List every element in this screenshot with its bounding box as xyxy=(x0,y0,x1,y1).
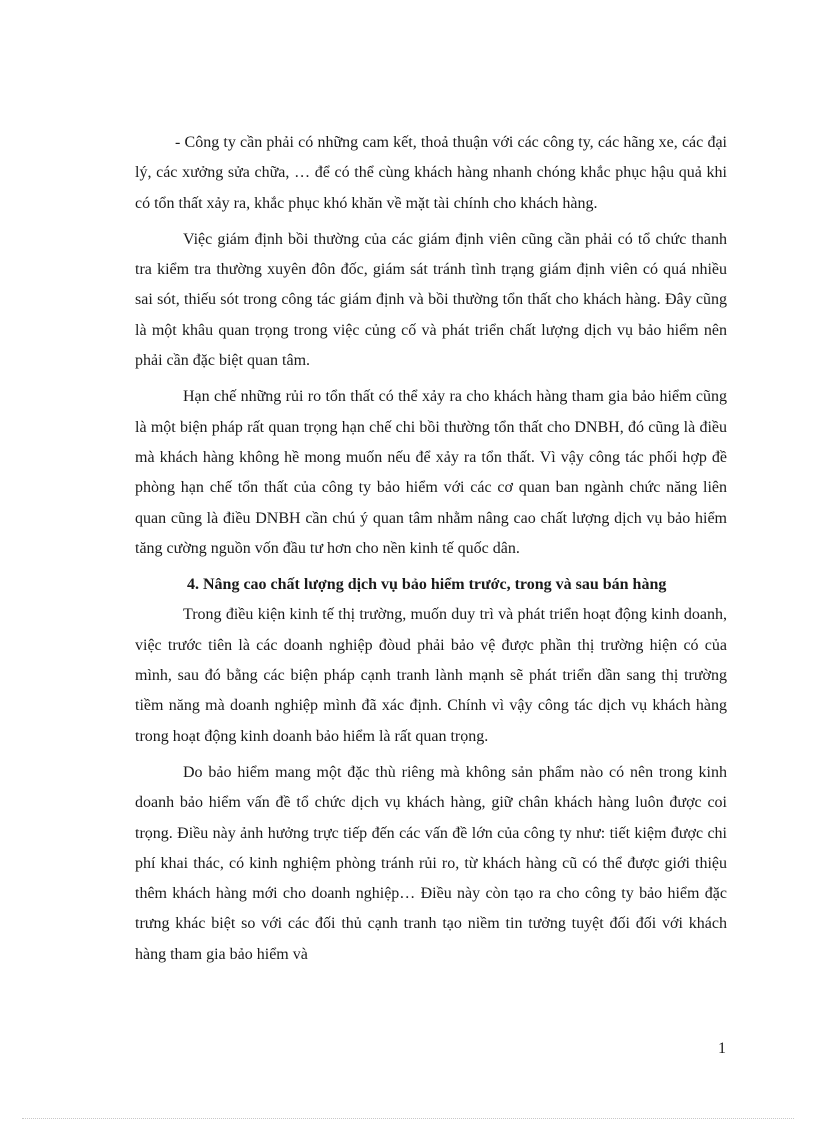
paragraph-assessment: Việc giám định bồi thường của các giám định viên cũng cần phải có tổ chức thanh tra kiểm tra thường xuyên đôn đốc, giám sát tránh tình trạng giám định viên có quá nhiều sai sót, thiếu sót trong công tác giám định và bồi thường tổn thất cho khách hàng. Đây cũng là một khâu quan trọng trong việc củng cố và phát triển chất lượng dịch vụ bảo hiểm nên phải cần đặc biệt quan tâm. xyxy=(135,230,727,370)
page-number: 1 xyxy=(718,1040,726,1057)
document-body xyxy=(135,128,727,976)
footer-dotted-rule xyxy=(22,1118,794,1119)
section-heading: 4. Nâng cao chất lượng dịch vụ bảo hiểm trước, trong và sau bán hàng xyxy=(187,576,667,594)
paragraph-market-conditions: Trong điều kiện kinh tế thị trường, muốn duy trì và phát triển hoạt động kinh doanh, việc trước tiên là các doanh nghiệp đòud phải bảo vệ được phần thị trường hiện có của mình, sau đó bằng các biện pháp cạnh tranh lành mạnh sẽ phát triển dần sang thị trường tiềm năng mà doanh nghiệp mình đã xác định. Chính vì vậy công tác dịch vụ khách hàng trong hoạt động kinh doanh bảo hiểm là rất quan trọng. xyxy=(135,606,727,745)
paragraph-commitments: - Công ty cần phải có những cam kết, thoả thuận với các công ty, các hãng xe, các đại lý, các xưởng sửa chữa, … để có thể cùng khách hàng nhanh chóng khắc phục hậu quả khi có tổn thất xảy ra, khắc phục khó khăn về mặt tài chính cho khách hàng. xyxy=(135,134,727,212)
paragraph-risk-limitation: Hạn chế những rủi ro tổn thất có thể xảy ra cho khách hàng tham gia bảo hiểm cũng là một biện pháp rất quan trọng hạn chế chi bồi thường tổn thất cho DNBH, đó cũng là điều mà khách hàng không hề mong muốn nếu để xảy ra tổn thất. Vì vậy công tác phối hợp đề phòng hạn chế tổn thất của công ty bảo hiểm với các cơ quan ban ngành chức năng liên quan cũng là điều DNBH cần chú ý quan tâm nhằm nâng cao chất lượng dịch vụ bảo hiểm tăng cường nguồn vốn đầu tư hơn cho nền kinh tế quốc dân. xyxy=(135,388,727,557)
paragraph-customer-service: Do bảo hiểm mang một đặc thù riêng mà không sản phẩm nào có nên trong kinh doanh bảo hiểm vấn đề tổ chức dịch vụ khách hàng, giữ chân khách hàng luôn được coi trọng. Điều này ảnh hưởng trực tiếp đến các vấn đề lớn của công ty như: tiết kiệm được chi phí khai thác, có kinh nghiệm phòng tránh rủi ro, từ khách hàng cũ có thể được giới thiệu thêm khách hàng mới cho doanh nghiệp… Điều này còn tạo ra cho công ty bảo hiểm đặc trưng khác biệt so với các đối thủ cạnh tranh tạo niềm tin tưởng tuyệt đối đối với khách hàng tham gia bảo hiểm và xyxy=(135,763,727,963)
